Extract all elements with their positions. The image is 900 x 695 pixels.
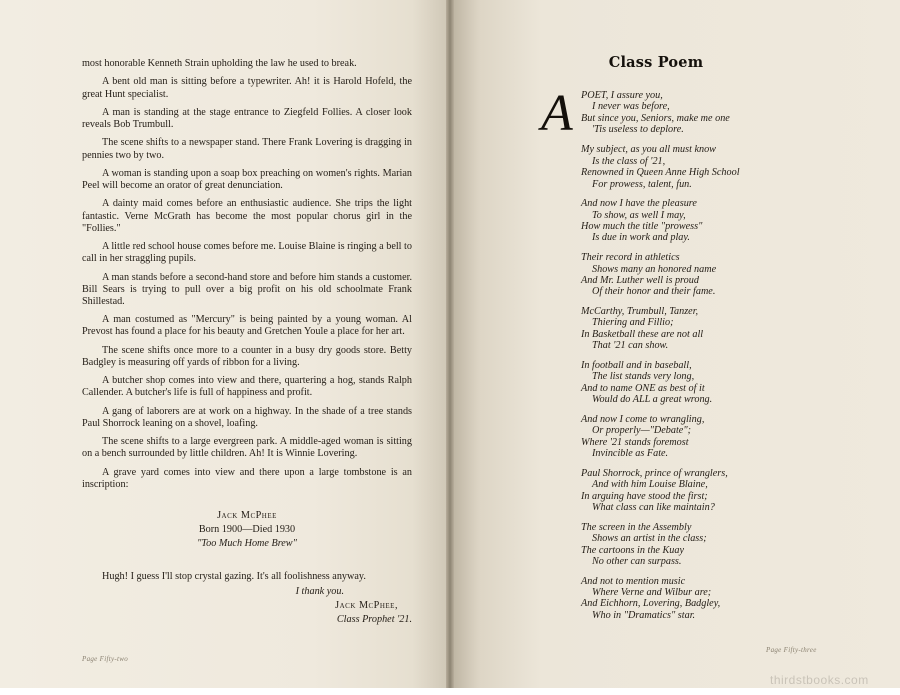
poem-stanza: [581, 306, 847, 352]
poem-line: Paul Shorrock, prince of wranglers,: [581, 467, 728, 479]
drop-cap: A: [541, 85, 573, 142]
prophecy-paragraph: The scene shifts once more to a counter in a busy dry goods store. Betty Badgley is measuring off yards of ribbon for a living.: [82, 344, 412, 368]
prophecy-paragraph: most honorable Kenneth Strain upholding the law he used to break.: [82, 58, 357, 69]
prophecy-paragraph: The scene shifts to a newspaper stand. There Frank Lovering is dragging in pennies two by two.: [82, 137, 412, 161]
tombstone-inscription: [82, 509, 412, 551]
page-number-left: Page Fifty-two: [82, 655, 128, 663]
poem-line: Would do ALL a great wrong.: [592, 394, 713, 406]
poem-line: And not to mention music: [581, 575, 686, 587]
poem-line: Where Verne and Wilbur are;: [592, 587, 712, 599]
class-poem: [541, 85, 847, 630]
inscription-dates: Born 1900—Died 1930: [198, 524, 296, 536]
poem-line: Where '21 stands foremost: [581, 436, 689, 448]
closing-paragraph: Hugh! I guess I'll stop crystal gazing. It's all foolishness anyway.: [102, 571, 366, 583]
poem-stanza: [581, 576, 847, 622]
signature-name: Jack McPhee,: [335, 600, 398, 612]
poem-line: In Basketball these are not all: [581, 328, 704, 340]
poem-line: Who in "Dramatics" star.: [592, 609, 696, 621]
poem-line: The list stands very long,: [592, 371, 695, 383]
poem-line: In arguing have stood the first;: [581, 490, 708, 502]
class-prophecy-text: [82, 58, 412, 627]
prophecy-paragraph: The scene shifts to a large evergreen park. A middle-aged woman is sitting on a bench surrounded by little children. Ah! It is Winnie Lovering.: [82, 436, 412, 460]
prophecy-paragraph: A man stands before a second-hand store and before him stands a customer. Bill Sears is trying to pull over a big profit on his old schoolmate Frank Shillestad.: [82, 271, 412, 307]
poem-line: Thiering and Fillio;: [592, 317, 674, 329]
prophecy-paragraph: A gang of laborers are at work on a highway. In the shade of a tree stands Paul Shorrock leaning on a shovel, loafing.: [82, 405, 412, 429]
poem-line: Or properly—"Debate";: [592, 425, 691, 437]
prophecy-paragraph: A dainty maid comes before an enthusiastic audience. She trips the light fantastic. Verne McGrath has become the most popular chorus girl in the "Follies.": [82, 198, 412, 234]
prophecy-paragraph: A bent old man is sitting before a typewriter. Ah! it is Harold Hofeld, the great Hunt specialist.: [82, 76, 412, 100]
poem-line: And Eichhorn, Lovering, Badgley,: [581, 598, 721, 610]
poem-stanza: [581, 468, 847, 514]
signature-title: Class Prophet '21.: [336, 614, 412, 626]
prophecy-paragraph: A man is standing at the stage entrance to Ziegfeld Follies. A closer look reveals Bob Trumbull.: [82, 106, 412, 130]
poem-stanza: [581, 360, 847, 406]
book-gutter: [446, 0, 454, 688]
prophecy-paragraph: A woman is standing upon a soap box preaching on women's rights. Marian Peel will become an orator of great denunciation.: [82, 167, 412, 191]
poem-line: Is due in work and play.: [592, 232, 690, 244]
prophecy-paragraph: A man costumed as "Mercury" is being painted by a young woman. Al Prevost has found a place for his beauty and Gretchen Youle a place for her art.: [82, 314, 412, 338]
inscription-epitaph: "Too Much Home Brew": [197, 538, 297, 550]
poem-line: In football and in baseball,: [581, 359, 692, 371]
poem-line: Invincible as Fate.: [592, 448, 669, 460]
poem-line: My subject, as you all must know: [581, 144, 716, 156]
closing-block: [82, 571, 412, 627]
poem-line: How much the title "prowess": [581, 221, 703, 233]
poem-line: McCarthy, Trumbull, Tanzer,: [581, 306, 699, 318]
poem-line: For prowess, talent, fun.: [592, 178, 692, 190]
poem-stanza: [581, 144, 847, 190]
poem-line: No other can surpass.: [592, 555, 682, 567]
page-number-right: Page Fifty-three: [766, 646, 817, 654]
poem-line: But since you, Seniors, make me one: [581, 112, 730, 124]
poem-line: That '21 can show.: [592, 340, 669, 352]
poem-line: Shows many an honored name: [592, 263, 717, 275]
poem-line: And now I come to wrangling,: [581, 413, 705, 425]
prophecy-paragraph: A butcher shop comes into view and there, quartering a hog, stands Ralph Callender. A butcher's life is full of happiness and profit.: [82, 375, 412, 399]
poem-line: Renowned in Queen Anne High School: [581, 167, 740, 179]
poem-stanza: [581, 522, 847, 568]
poem-stanza: [581, 252, 847, 298]
poem-line: The screen in the Assembly: [581, 521, 692, 533]
poem-line: And now I have the pleasure: [581, 198, 697, 210]
poem-line: 'Tis useless to deplore.: [592, 124, 684, 136]
thanks-line: I thank you.: [295, 586, 344, 598]
poem-line: To show, as well I may,: [592, 209, 686, 221]
poem-stanza: [581, 414, 847, 460]
poem-title: Class Poem: [608, 54, 704, 71]
prophecy-paragraph: A little red school house comes before me. Louise Blaine is ringing a bell to call in her straggling pupils.: [82, 241, 412, 265]
poem-line: What class can like maintain?: [592, 502, 715, 514]
signoff: [82, 585, 412, 627]
poem-line: The cartoons in the Kuay: [581, 544, 684, 556]
poem-line: And Mr. Luther well is proud: [581, 274, 699, 286]
poem-line: And with him Louise Blaine,: [592, 479, 708, 491]
prophecy-paragraph: A grave yard comes into view and there upon a large tombstone is an inscription:: [82, 466, 412, 490]
page-bottom-edge: [0, 688, 900, 695]
poem-stanza: [581, 198, 847, 244]
poem-stanza: [541, 85, 847, 142]
poem-line: Of their honor and their fame.: [592, 286, 716, 298]
poem-line: Their record in athletics: [581, 252, 680, 264]
poem-line: Shows an artist in the class;: [592, 533, 707, 545]
poem-line: I never was before,: [592, 101, 670, 113]
site-watermark: thirdstbooks.com: [770, 673, 869, 687]
poem-line: And to name ONE as best of it: [581, 382, 705, 394]
inscription-name: Jack McPhee: [217, 510, 277, 522]
poem-line: POET, I assure you,: [581, 90, 663, 101]
poem-line: Is the class of '21,: [592, 155, 666, 167]
